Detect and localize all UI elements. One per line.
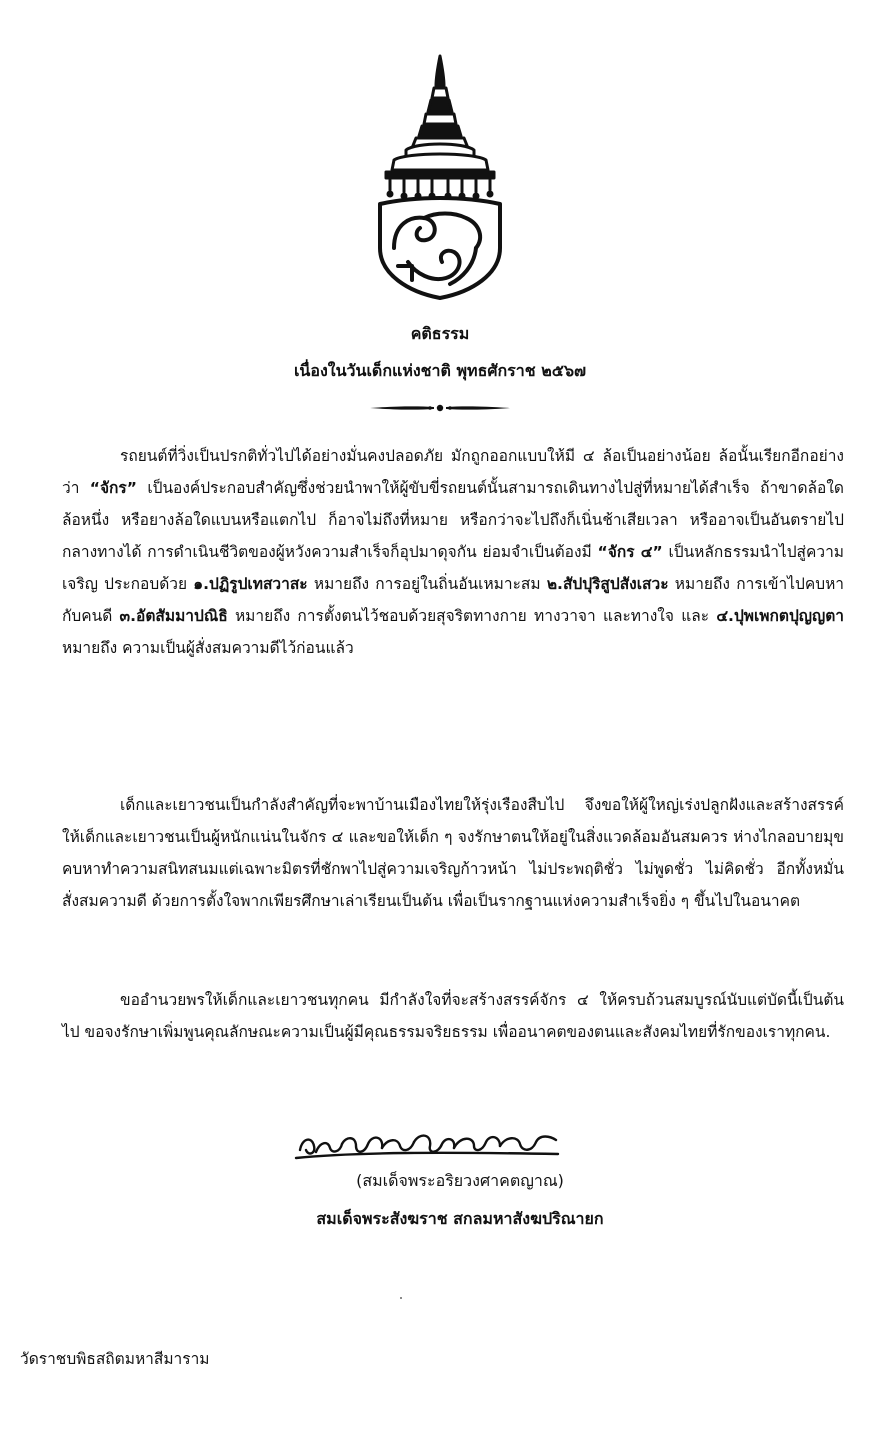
- paragraph-blessing: [62, 984, 844, 1048]
- paragraph-youth: [62, 789, 844, 917]
- term-chak: “จักร”: [89, 479, 137, 497]
- document-title: คติธรรม: [410, 324, 470, 343]
- temple-name: วัดราชบพิธสถิตมหาสีมาราม: [20, 1350, 210, 1368]
- text-run: เป็นหลักธรรมนำไปสู่ความเจริญ ประกอบด้วย: [62, 543, 845, 593]
- term-chak-four: “จักร ๔”: [597, 543, 663, 561]
- handwritten-signature: [294, 1122, 562, 1166]
- text-run: หมายถึง การตั้งตนไว้ชอบด้วยสุจริตทางกาย ทางวาจา และทางใจ และ: [227, 607, 717, 625]
- term-atta: ๓.อัตสัมมาปณิธิ: [119, 607, 228, 625]
- term-sappurisa: ๒.สัปปุริสูปสังเสวะ: [546, 575, 669, 593]
- text-run: หมายถึง ความเป็นผู้สั่งสมความดีไว้ก่อนแล้ว: [62, 639, 354, 657]
- divider-ornament-icon: [368, 401, 512, 415]
- text-run: เป็นองค์ประกอบสำคัญซึ่งช่วยนำพาให้ผู้ขับขี่รถยนต์นั้นสามารถเดินทางไปสู่ที่หมายได้สำเร็จ ถ้าขาดล้อใดล้อหนึ่ง หรือยางล้อใดแบนหรือแตกไป ก็อาจไม่ถึงที่หมาย หรือกว่าจะไปถึงก็เนิ่นช้าเสียเวลา หรืออาจเป็นอันตรายไปกลางทางได้ การดำเนินชีวิตของผู้หวังความสำเร็จก็อุปมาดุจกัน ย่อมจำเป็นต้องมี: [62, 479, 844, 561]
- text-run: หมายถึง การเข้าไปคบหากับคนดี: [62, 575, 844, 625]
- text-run: รถยนต์ที่วิ่งเป็นปรกติทั่วไปได้อย่างมั่นคงปลอดภัย มักถูกออกแบบให้มี ๔ ล้อเป็นอย่างน้อย ล้อนั้นเรียกอีกอย่างว่า: [62, 447, 844, 497]
- document-subtitle: เนื่องในวันเด็กแห่งชาติ พุทธศักราช ๒๕๖๗: [293, 361, 587, 380]
- term-pubbe: ๔.ปุพเพกตปุญญตา: [716, 607, 844, 625]
- scan-speck: [400, 1297, 402, 1299]
- signatory-title: สมเด็จพระสังฆราช สกลมหาสังฆปริณายก: [316, 1209, 604, 1228]
- text-run: เด็กและเยาวชนเป็นกำลังสำคัญที่จะพาบ้านเมืองไทยให้รุ่งเรืองสืบไป จึงขอให้ผู้ใหญ่เร่งปลูกฝังและสร้างสรรค์ให้เด็กและเยาวชนเป็นผู้หนักแน่นในจักร ๔ และขอให้เด็ก ๆ จงรักษาตนให้อยู่ในสิ่งแวดล้อมอันสมควร ห่างไกลอบายมุข คบหาทำความสนิทสนมแต่เฉพาะมิตรที่ชักพาไปสู่ความเจริญก้าวหน้า ไม่ประพฤติชั่ว ไม่พูดชั่ว ไม่คิดชั่ว อีกทั้งหมั่นสั่งสมความดี ด้วยการตั้งใจพากเพียรศึกษาเล่าเรียนเป็นต้น เพื่อเป็นรากฐานแห่งความสำเร็จยิ่ง ๆ ขึ้นไปในอนาคต: [62, 796, 844, 910]
- royal-emblem-icon: [376, 52, 504, 302]
- signatory-name: (สมเด็จพระอริยวงศาคตญาณ): [356, 1171, 564, 1190]
- term-patirupa: ๑.ปฏิรูปเทสวาสะ: [193, 575, 308, 593]
- paragraph-chak-four: [62, 440, 844, 664]
- text-run: หมายถึง การอยู่ในถิ่นอันเหมาะสม: [307, 575, 547, 593]
- text-run: ขออำนวยพรให้เด็กและเยาวชนทุกคน มีกำลังใจที่จะสร้างสรรค์จักร ๔ ให้ครบถ้วนสมบูรณ์นับแต่บัดนี้เป็นต้นไป ขอจงรักษาเพิ่มพูนคุณลักษณะความเป็นผู้มีคุณธรรมจริยธรรม เพื่ออนาคตของตนและสังคมไทยที่รักของเราทุกคน.: [62, 991, 844, 1041]
